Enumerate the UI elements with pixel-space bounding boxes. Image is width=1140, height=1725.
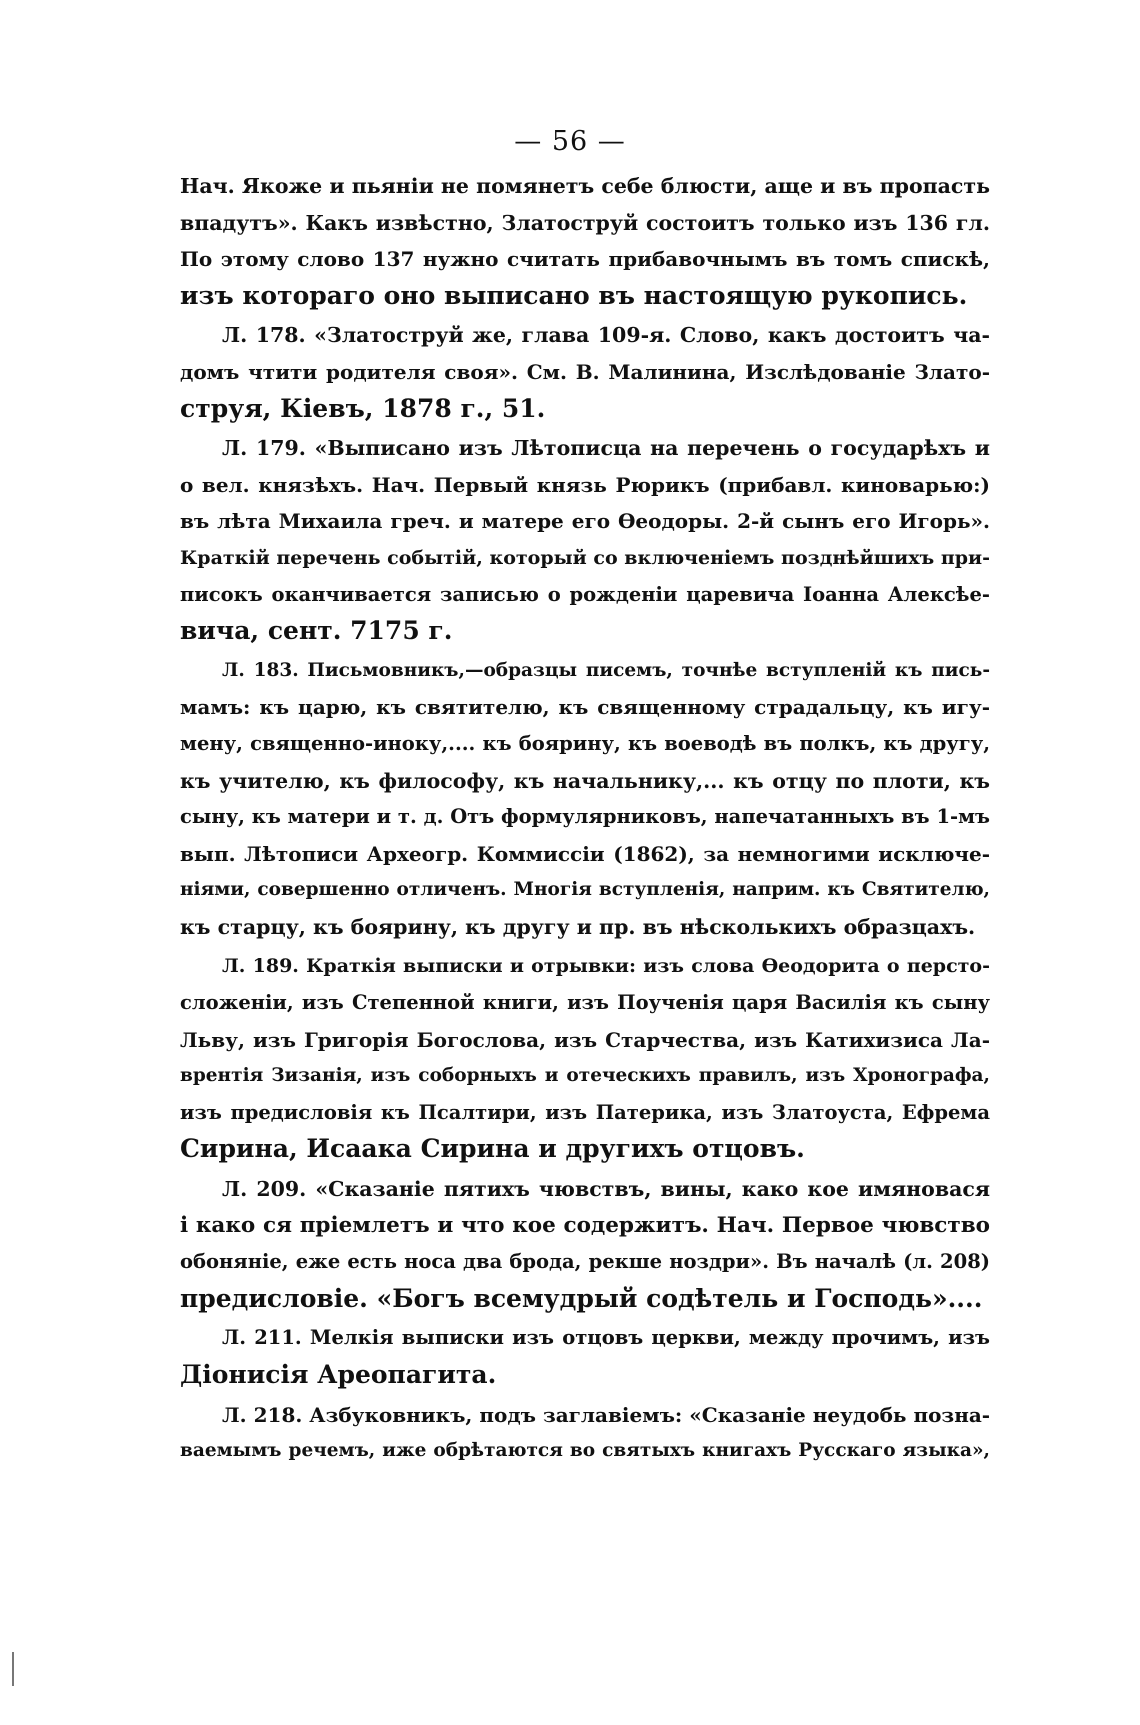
text-line: ваемымъ речемъ, иже обрѣтаются во святыхъ книгахъ Русскаго языка»,	[180, 1440, 990, 1462]
text-line: Сирина, Исаака Сирина и другихъ отцовъ.	[180, 1134, 805, 1164]
text-line: впадутъ». Какъ извѣстно, Златоструй состоитъ только изъ 136 гл.	[180, 210, 990, 235]
text-line: вып. Лѣтописи Археогр. Коммиссіи (1862), за немногими исключе-	[180, 841, 990, 866]
text-line: изъ котораго оно выписано въ настоящую рукопись.	[180, 280, 968, 310]
text-line: къ старцу, къ боярину, къ другу и пр. въ нѣсколькихъ образцахъ.	[180, 914, 976, 939]
text-line: сыну, къ матери и т. д. Отъ формулярниковъ, напечатанныхъ въ 1-мъ	[180, 805, 990, 829]
text-line: Краткій перечень событій, который со включеніемъ позднѣйшихъ при-	[180, 546, 990, 569]
text-line: Діонисія Ареопагита.	[180, 1360, 497, 1389]
paragraph-start-line: Л. 218. Азбуковникъ, подъ заглавіемъ: «Сказаніе неудобь позна-	[222, 1402, 991, 1427]
text-line: вича, сент. 7175 г.	[180, 616, 453, 646]
text-line: обоняніе, еже есть носа два брода, рекше ноздри». Въ началѣ (л. 208)	[180, 1250, 990, 1274]
text-line: писокъ оканчивается записью о рожденіи царевича Іоанна Алексѣе-	[180, 582, 990, 606]
paragraph-start-line: Л. 179. «Выписано изъ Лѣтописца на перечень о государѣхъ и	[222, 436, 990, 461]
text-line: къ учителю, къ философу, къ начальнику,... къ отцу по плоти, къ	[180, 768, 990, 793]
text-line: домъ чтити родителя своя». См. В. Малинина, Изслѣдованіе Злато-	[180, 359, 990, 384]
text-line: ніями, совершенно отличенъ. Многія вступленія, наприм. къ Святителю,	[180, 879, 990, 901]
text-line: о вел. князѣхъ. Нач. Первый князь Рюрикъ (прибавл. киноварью:)	[180, 472, 990, 497]
text-line: сложеніи, изъ Степенной книги, изъ Поученія царя Василія къ сыну	[180, 991, 990, 1015]
body-text	[180, 168, 990, 1470]
paragraph-start-line: Л. 209. «Сказаніе пятихъ чювствъ, вины, како кое имяновася	[222, 1177, 990, 1202]
paragraph-start-line: Л. 189. Краткія выписки и отрывки: изъ слова Өеодорита о персто-	[222, 955, 990, 978]
page-number: — 56 —	[514, 126, 626, 157]
text-line: струя, Кіевъ, 1878 г., 51.	[180, 393, 546, 423]
text-line: Нач. Якоже и пьяніи не помянетъ себе блюсти, аще и въ пропасть	[180, 174, 991, 198]
text-line: По этому слово 137 нужно считать прибавочнымъ въ томъ спискѣ,	[180, 247, 990, 272]
paragraph-start-line: Л. 178. «Златоструй же, глава 109-я. Слово, какъ достоитъ ча-	[222, 323, 990, 348]
text-line: мамъ: къ царю, къ святителю, къ священному страдальцу, къ игу-	[180, 695, 990, 720]
paragraph-start-line: Л. 183. Письмовникъ,—образцы писемъ, точнѣе вступленій къ пись-	[222, 659, 990, 681]
text-line: изъ предисловія къ Псалтири, изъ Патерика, изъ Златоуста, Ефрема	[180, 1100, 990, 1124]
text-line: мену, священно-иноку,.... къ боярину, къ воеводѣ въ полкъ, къ другу,	[180, 731, 990, 755]
scan-margin-mark	[12, 1652, 14, 1686]
text-line: въ лѣта Михаила греч. и матере его Өеодоры. 2-й сынъ его Игорь».	[180, 509, 990, 534]
text-line: і како ся пріемлетъ и что кое содержитъ. Нач. Первое чювство	[180, 1212, 990, 1238]
text-line: предисловіе. «Богъ всемудрый содѣтель и Господь»....	[180, 1283, 983, 1313]
text-line: Льву, изъ Григорія Богослова, изъ Старчества, изъ Катихизиса Ла-	[180, 1027, 990, 1052]
paragraph-start-line: Л. 211. Мелкія выписки изъ отцовъ церкви, между прочимъ, изъ	[222, 1326, 990, 1350]
text-line: врентія Зизанія, изъ соборныхъ и отеческихъ правилъ, изъ Хронографа,	[180, 1065, 990, 1087]
